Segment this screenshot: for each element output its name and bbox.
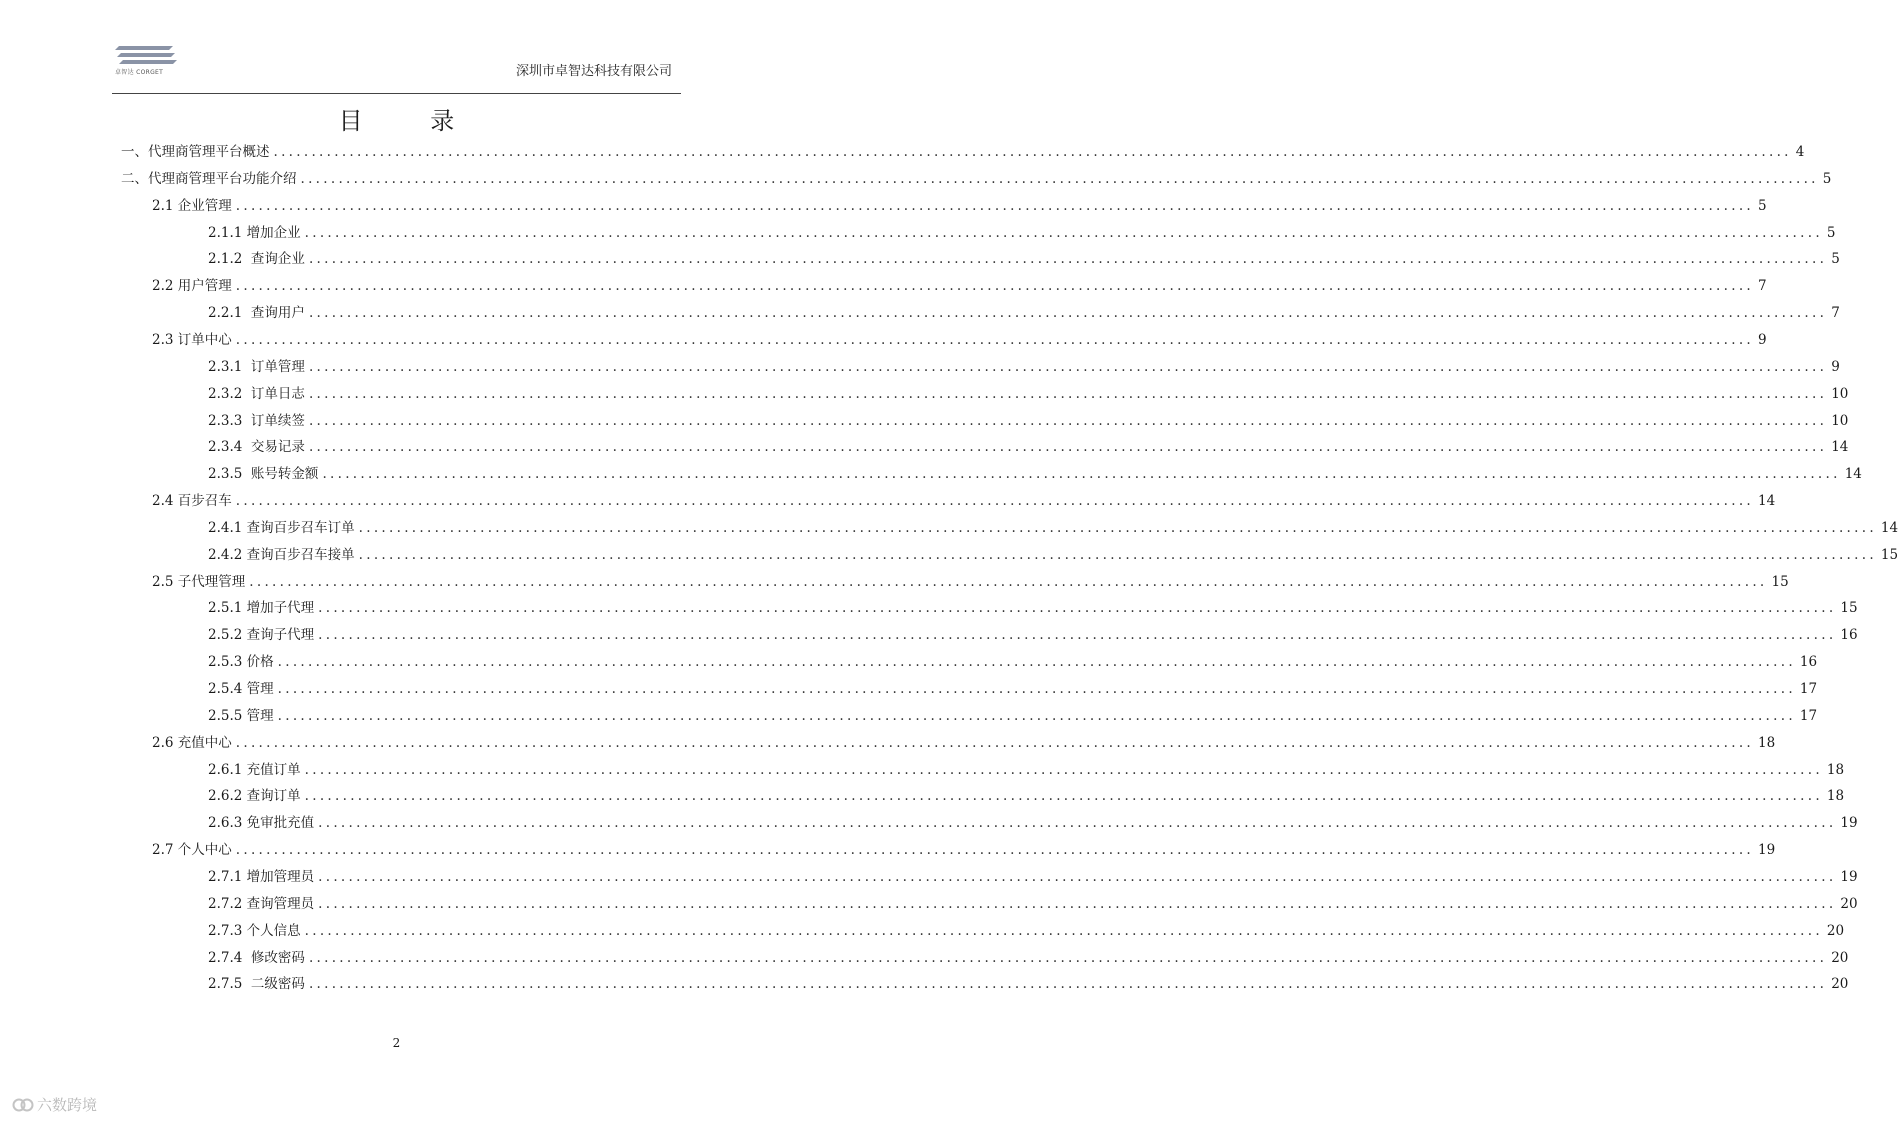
toc-entry-label: 2.1 企业管理 xyxy=(152,197,232,214)
toc-entry-label: 二、代理商管理平台功能介绍 xyxy=(121,170,297,187)
toc-entry-page: 5 xyxy=(1831,251,1840,268)
toc-entry[interactable] xyxy=(0,731,1776,757)
toc-entry-page: 15 xyxy=(1880,546,1898,563)
toc-leader-dots: ........................................................................................................................................................................................................ xyxy=(235,734,1755,751)
toc-entry-label: 2.5.3 价格 xyxy=(208,654,274,671)
toc-leader-dots: ........................................................................................................................................................................................................ xyxy=(308,251,1828,268)
toc-entry-label: 2.7.3 个人信息 xyxy=(208,922,301,939)
toc-leader-dots: ........................................................................................................................................................................................................ xyxy=(318,895,1837,912)
toc-entry-label: 2.7.1 增加管理员 xyxy=(208,868,315,885)
toc-entry-label: 2.2.1 查询用户 xyxy=(208,305,305,322)
toc-leader-dots: ........................................................................................................................................................................................................ xyxy=(235,197,1755,214)
toc-entry[interactable] xyxy=(0,221,1836,247)
toc-leader-dots: ........................................................................................................................................................................................................ xyxy=(318,600,1837,617)
toc-leader-dots: ........................................................................................................................................................................................................ xyxy=(318,815,1837,832)
toc-entry[interactable] xyxy=(0,570,1789,596)
toc-entry[interactable] xyxy=(0,650,1818,676)
toc-leader-dots: ........................................................................................................................................................................................................ xyxy=(235,278,1755,295)
toc-entry-label: 一、代理商管理平台概述 xyxy=(121,144,270,160)
toc-entry-page: 20 xyxy=(1826,922,1845,939)
toc-entry-page: 20 xyxy=(1831,949,1849,966)
toc-entry-page: 7 xyxy=(1758,278,1767,295)
toc-entry-page: 16 xyxy=(1840,627,1858,644)
toc-entry-label: 2.5.1 增加子代理 xyxy=(208,600,315,617)
toc-entry-page: 5 xyxy=(1758,197,1767,214)
watermark xyxy=(12,1094,97,1115)
toc-entry[interactable] xyxy=(0,489,1776,515)
toc-entry-label: 2.5.4 管理 xyxy=(208,681,274,697)
toc-entry[interactable] xyxy=(0,892,1858,918)
toc-entry-page: 18 xyxy=(1758,734,1776,751)
watermark-text: 六数跨境 xyxy=(37,1096,98,1114)
toc-leader-dots: ........................................................................................................................................................................................................ xyxy=(308,976,1828,993)
company-name: 深圳市卓智达科技有限公司 xyxy=(515,64,672,79)
toc-entry-label: 2.5 子代理管理 xyxy=(152,573,246,590)
header-divider xyxy=(112,93,681,94)
toc-entry-page: 15 xyxy=(1771,573,1789,590)
toc-entry-label: 2.6.3 免审批充值 xyxy=(208,815,315,832)
toc-entry[interactable] xyxy=(0,865,1858,891)
toc-entry[interactable] xyxy=(0,167,1832,193)
toc-entry-page: 5 xyxy=(1822,170,1832,187)
toc-entry-page: 17 xyxy=(1799,707,1818,724)
page-number: 2 xyxy=(392,1036,401,1050)
toc-entry[interactable] xyxy=(0,543,1898,569)
toc-entry-label: 2.7.5 二级密码 xyxy=(208,976,305,993)
toc-entry[interactable] xyxy=(0,838,1776,864)
toc-entry-page: 14 xyxy=(1844,466,1862,483)
toc-entry[interactable] xyxy=(0,677,1818,703)
toc-entry-page: 19 xyxy=(1840,868,1858,885)
toc-entry[interactable] xyxy=(0,972,1849,998)
toc-leader-dots: ........................................................................................................................................................................................................ xyxy=(308,385,1828,402)
toc-leader-dots: ........................................................................................................................................................................................................ xyxy=(300,170,1819,187)
toc-entry-page: 17 xyxy=(1799,681,1818,697)
toc-entry-page: 20 xyxy=(1831,976,1849,993)
toc-entry[interactable] xyxy=(0,328,1767,354)
toc-entry[interactable] xyxy=(0,355,1840,381)
toc-leader-dots: ........................................................................................................................................................................................................ xyxy=(308,439,1828,456)
toc-entry-label: 2.7.2 查询管理员 xyxy=(208,895,315,912)
toc-entry-label: 2.4.2 查询百步召车接单 xyxy=(208,546,355,563)
toc-entry-label: 2.6.1 充值订单 xyxy=(208,761,301,778)
toc-leader-dots: ........................................................................................................................................................................................................ xyxy=(304,761,1823,778)
toc-entry-label: 2.7.4 修改密码 xyxy=(208,949,305,966)
toc-entry[interactable] xyxy=(0,301,1840,327)
toc-entry[interactable] xyxy=(0,946,1849,972)
watermark-logo-icon xyxy=(12,1097,34,1113)
toc-entry-label: 2.6 充值中心 xyxy=(152,734,232,751)
toc-entry-label: 2.5.5 管理 xyxy=(208,707,274,724)
toc-entry-page: 18 xyxy=(1826,761,1845,778)
toc-entry[interactable] xyxy=(0,704,1818,730)
toc-entry[interactable] xyxy=(0,596,1858,622)
toc-entry-label: 2.3.4 交易记录 xyxy=(208,439,305,456)
toc-entry[interactable] xyxy=(0,194,1767,220)
toc-entry-label: 2.1.1 增加企业 xyxy=(208,224,301,241)
toc-entry[interactable] xyxy=(0,247,1840,273)
toc-entry-page: 5 xyxy=(1826,224,1836,241)
toc-entry[interactable] xyxy=(0,274,1767,300)
toc-entry-label: 2.7 个人中心 xyxy=(152,842,232,859)
toc-entry-page: 15 xyxy=(1840,600,1858,617)
toc-leader-dots: ........................................................................................................................................................................................................ xyxy=(318,868,1837,885)
toc-entry[interactable] xyxy=(0,140,1805,166)
toc-entry-label: 2.3.3 订单续签 xyxy=(208,412,305,429)
toc-leader-dots: ........................................................................................................................................................................................................ xyxy=(308,412,1828,429)
toc-entry-page: 4 xyxy=(1795,144,1805,160)
toc-leader-dots: ........................................................................................................................................................................................................ xyxy=(308,358,1828,375)
toc-entry-page: 14 xyxy=(1831,439,1849,456)
toc-entry[interactable] xyxy=(0,919,1845,945)
toc-entry-label: 2.3.5 账号转金额 xyxy=(208,466,319,483)
toc-entry-label: 2.4 百步召车 xyxy=(152,493,232,510)
toc-entry[interactable] xyxy=(0,784,1845,810)
toc-entry-page: 19 xyxy=(1758,842,1776,859)
toc-entry-label: 2.3 订单中心 xyxy=(152,331,232,348)
toc-leader-dots: ........................................................................................................................................................................................................ xyxy=(277,707,1796,724)
toc-leader-dots: ........................................................................................................................................................................................................ xyxy=(304,922,1823,939)
toc-entry[interactable] xyxy=(0,435,1849,461)
toc-entry-page: 20 xyxy=(1840,895,1858,912)
toc-entry-label: 2.5.2 查询子代理 xyxy=(208,627,315,644)
toc-entry-label: 2.1.2 查询企业 xyxy=(208,251,305,268)
toc-entry-label: 2.2 用户管理 xyxy=(152,278,232,295)
toc-entry[interactable] xyxy=(0,462,1862,488)
toc-entry-page: 10 xyxy=(1831,385,1849,402)
toc-entry-page: 10 xyxy=(1831,412,1849,429)
toc-leader-dots: ........................................................................................................................................................................................................ xyxy=(358,519,1877,536)
toc-entry-page: 16 xyxy=(1799,654,1818,671)
toc-leader-dots: ........................................................................................................................................................................................................ xyxy=(308,949,1828,966)
toc-title: 目 录 xyxy=(338,107,485,135)
toc-leader-dots: ........................................................................................................................................................................................................ xyxy=(273,144,1792,160)
toc-leader-dots: ........................................................................................................................................................................................................ xyxy=(318,627,1837,644)
toc-entry-page: 18 xyxy=(1826,788,1845,805)
toc-leader-dots: ........................................................................................................................................................................................................ xyxy=(235,842,1755,859)
toc-entry-page: 19 xyxy=(1840,815,1858,832)
toc-entry[interactable] xyxy=(0,409,1849,435)
toc-leader-dots: ........................................................................................................................................................................................................ xyxy=(277,654,1796,671)
toc-leader-dots: ........................................................................................................................................................................................................ xyxy=(235,331,1755,348)
toc-leader-dots: ........................................................................................................................................................................................................ xyxy=(358,546,1877,563)
toc-leader-dots: ........................................................................................................................................................................................................ xyxy=(249,573,1768,590)
toc-entry-page: 9 xyxy=(1758,331,1767,348)
toc-entry-label: 2.4.1 查询百步召车订单 xyxy=(208,519,355,536)
toc-entry[interactable] xyxy=(0,382,1849,408)
toc-entry-label: 2.3.1 订单管理 xyxy=(208,358,305,375)
toc-entry-page: 14 xyxy=(1880,519,1898,536)
toc-entry-label: 2.6.2 查询订单 xyxy=(208,788,301,805)
toc-entry-label: 2.3.2 订单日志 xyxy=(208,385,305,402)
toc-entry[interactable] xyxy=(0,758,1845,784)
toc-entry[interactable] xyxy=(0,623,1858,649)
toc-leader-dots: ........................................................................................................................................................................................................ xyxy=(304,224,1823,241)
toc-leader-dots: ........................................................................................................................................................................................................ xyxy=(304,788,1823,805)
toc-entry-page: 14 xyxy=(1758,493,1776,510)
toc-leader-dots: ........................................................................................................................................................................................................ xyxy=(277,681,1796,697)
toc-entry[interactable] xyxy=(0,516,1898,542)
toc-entry-page: 7 xyxy=(1831,305,1840,322)
toc-entry[interactable] xyxy=(0,811,1858,837)
toc-leader-dots: ........................................................................................................................................................................................................ xyxy=(322,466,1841,483)
toc-leader-dots: ........................................................................................................................................................................................................ xyxy=(235,493,1755,510)
logo-text: 卓智达 CORGET xyxy=(115,69,164,76)
toc-entry-page: 9 xyxy=(1831,358,1840,375)
toc-leader-dots: ........................................................................................................................................................................................................ xyxy=(308,305,1828,322)
